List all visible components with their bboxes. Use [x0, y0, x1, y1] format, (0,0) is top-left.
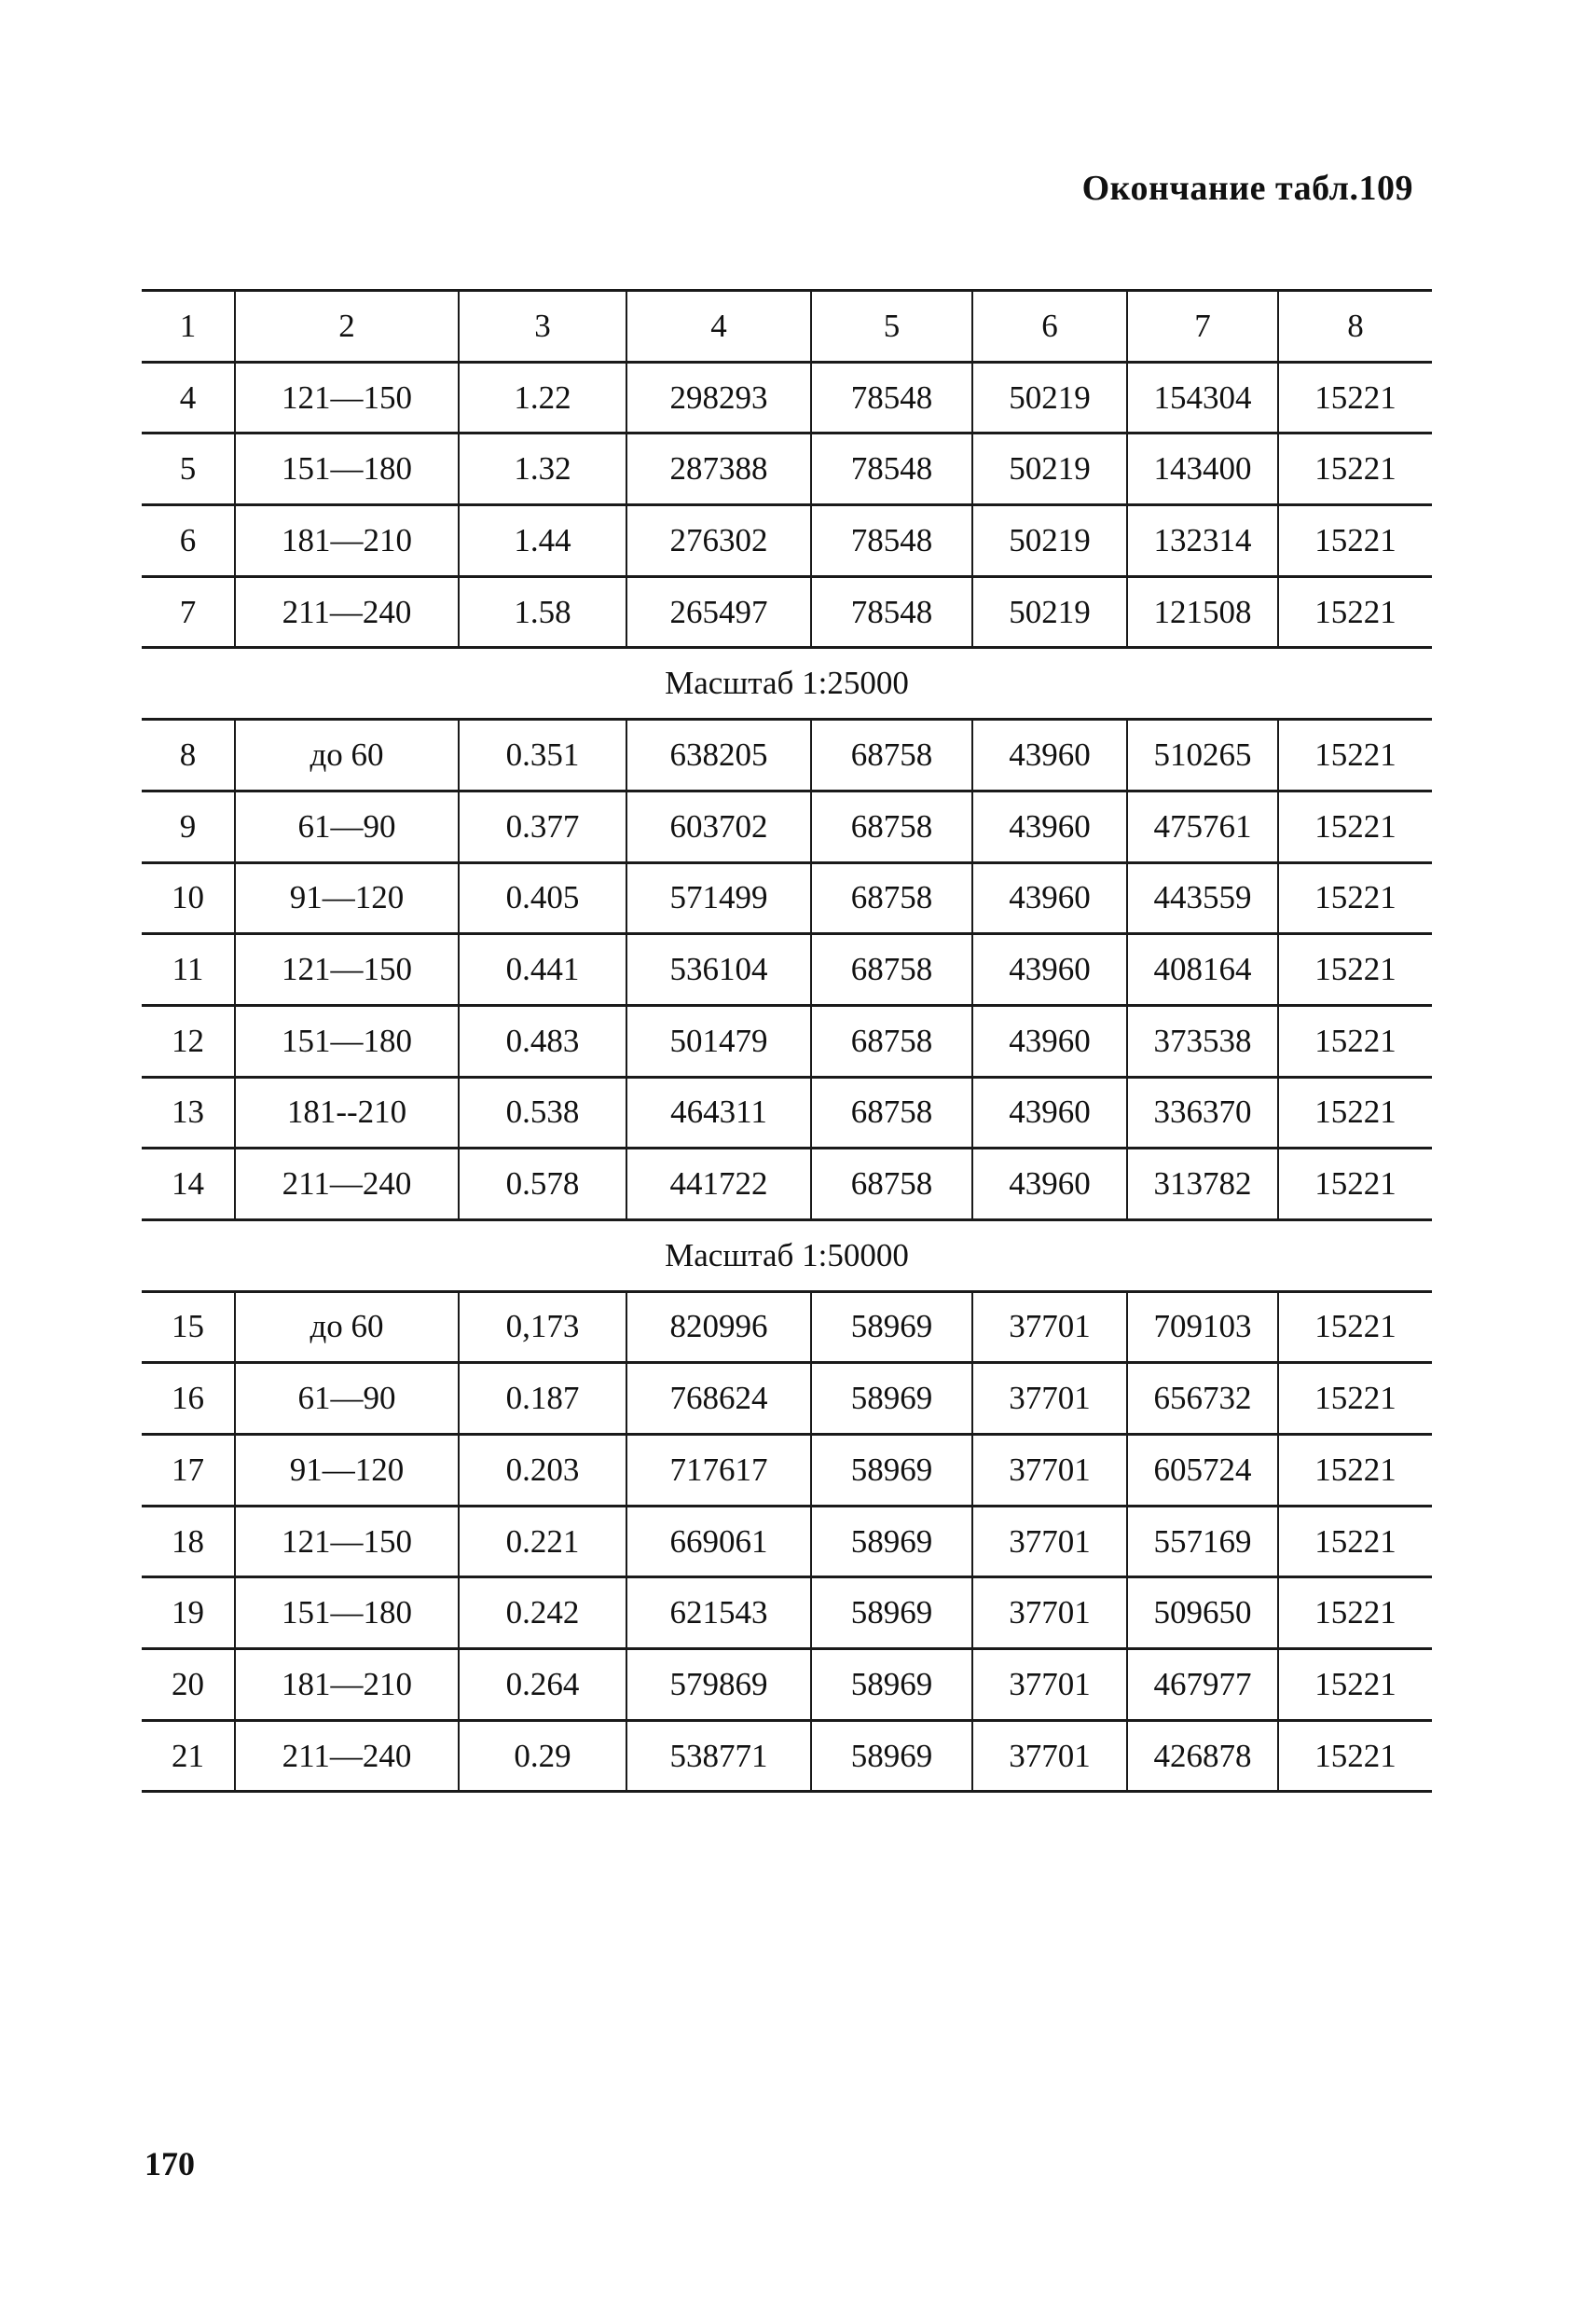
table-cell-col-7: 408164 [1127, 934, 1278, 1006]
table-cell-col-4: 669061 [626, 1506, 811, 1577]
page-number: 170 [144, 2145, 195, 2182]
table-cell-col-6: 50219 [972, 362, 1127, 434]
section-row-scale-50000 [142, 1219, 1432, 1291]
table-cell-col-3: 0.441 [459, 934, 626, 1006]
table-cell-col-1: 8 [142, 720, 235, 791]
table-cell-col-5: 58969 [811, 1506, 972, 1577]
table-cell-col-4: 820996 [626, 1291, 811, 1363]
table-cell-col-7: 467977 [1127, 1649, 1278, 1721]
table-cell-col-6: 43960 [972, 1077, 1127, 1149]
table-cell-col-1: 12 [142, 1005, 235, 1077]
table-cell-col-1: 6 [142, 505, 235, 577]
table-cell-col-1: 11 [142, 934, 235, 1006]
table-cell-col-2: 181—210 [235, 1649, 459, 1721]
table-cell-col-6: 43960 [972, 791, 1127, 862]
table-cell-col-8: 15221 [1278, 934, 1432, 1006]
table-cell-col-6: 37701 [972, 1577, 1127, 1649]
table-cell-col-5: 58969 [811, 1649, 972, 1721]
table-row [142, 1005, 1432, 1077]
section-title: Масштаб 1:25000 [142, 648, 1432, 720]
table-cell-col-1: 7 [142, 576, 235, 648]
table-cell-col-3: 1.32 [459, 434, 626, 505]
table-body [142, 291, 1432, 1792]
table-cell-col-1: 9 [142, 791, 235, 862]
table-cell-col-1: 15 [142, 1291, 235, 1363]
table-cell-col-1: 13 [142, 1077, 235, 1149]
table-cell-col-7: 443559 [1127, 862, 1278, 934]
table-cell-col-7: 426878 [1127, 1720, 1278, 1792]
table-row [142, 362, 1432, 434]
table-row [142, 1577, 1432, 1649]
table-row [142, 1506, 1432, 1577]
table-cell-col-2: 61—90 [235, 1363, 459, 1435]
table-cell-col-2: 2 [235, 291, 459, 363]
table-cell-col-2: 211—240 [235, 1720, 459, 1792]
table-row [142, 1149, 1432, 1220]
table-cell-col-3: 0.483 [459, 1005, 626, 1077]
table-cell-col-3: 0.351 [459, 720, 626, 791]
table-cell-col-3: 0.264 [459, 1649, 626, 1721]
table-row [142, 1649, 1432, 1721]
table-cell-col-5: 58969 [811, 1577, 972, 1649]
table-cell-col-7: 132314 [1127, 505, 1278, 577]
table-cell-col-2: 181--210 [235, 1077, 459, 1149]
table-cell-col-4: 298293 [626, 362, 811, 434]
table-cell-col-5: 68758 [811, 862, 972, 934]
table-cell-col-2: 121—150 [235, 362, 459, 434]
table-row [142, 576, 1432, 648]
table-cell-col-3: 0.538 [459, 1077, 626, 1149]
table-cell-col-8: 8 [1278, 291, 1432, 363]
table-cell-col-6: 50219 [972, 505, 1127, 577]
table-row [142, 1291, 1432, 1363]
table-cell-col-4: 717617 [626, 1435, 811, 1507]
table-cell-col-6: 43960 [972, 720, 1127, 791]
table-cell-col-5: 78548 [811, 576, 972, 648]
table-cell-col-5: 58969 [811, 1291, 972, 1363]
table-cell-col-2: 181—210 [235, 505, 459, 577]
table-cell-col-6: 43960 [972, 1005, 1127, 1077]
table-cell-col-8: 15221 [1278, 1435, 1432, 1507]
table-cell-col-3: 1.22 [459, 362, 626, 434]
table-cell-col-1: 20 [142, 1649, 235, 1721]
table-cell-col-1: 19 [142, 1577, 235, 1649]
table-cell-col-2: 151—180 [235, 1577, 459, 1649]
table-cell-col-6: 50219 [972, 576, 1127, 648]
table-cell-col-2: 121—150 [235, 934, 459, 1006]
table-cell-col-6: 50219 [972, 434, 1127, 505]
table-cell-col-4: 441722 [626, 1149, 811, 1220]
table-cell-col-2: 151—180 [235, 434, 459, 505]
table-row [142, 862, 1432, 934]
table-cell-col-7: 373538 [1127, 1005, 1278, 1077]
table-cell-col-6: 37701 [972, 1506, 1127, 1577]
table-cell-col-8: 15221 [1278, 1720, 1432, 1792]
table-cell-col-1: 5 [142, 434, 235, 505]
table-row [142, 720, 1432, 791]
table-cell-col-6: 37701 [972, 1291, 1127, 1363]
table-cell-col-8: 15221 [1278, 791, 1432, 862]
table-cell-col-6: 37701 [972, 1649, 1127, 1721]
table-cell-col-5: 68758 [811, 934, 972, 1006]
table-cell-col-7: 336370 [1127, 1077, 1278, 1149]
table-cell-col-1: 18 [142, 1506, 235, 1577]
table-cell-col-3: 1.44 [459, 505, 626, 577]
table-cell-col-2: 211—240 [235, 576, 459, 648]
table-cell-col-4: 579869 [626, 1649, 811, 1721]
table-cell-col-5: 68758 [811, 1005, 972, 1077]
table-cell-col-1: 14 [142, 1149, 235, 1220]
table-cell-col-6: 43960 [972, 934, 1127, 1006]
table-cell-col-7: 509650 [1127, 1577, 1278, 1649]
table-cell-col-1: 1 [142, 291, 235, 363]
table-cell-col-5: 68758 [811, 1077, 972, 1149]
table-cell-col-2: 61—90 [235, 791, 459, 862]
table-cell-col-3: 0.377 [459, 791, 626, 862]
table-cell-col-3: 0.187 [459, 1363, 626, 1435]
table-cell-col-3: 0.242 [459, 1577, 626, 1649]
table-cell-col-4: 571499 [626, 862, 811, 934]
table-row [142, 1363, 1432, 1435]
table-cell-col-2: до 60 [235, 1291, 459, 1363]
table-cell-col-1: 16 [142, 1363, 235, 1435]
table-cell-col-8: 15221 [1278, 1291, 1432, 1363]
table-row [142, 934, 1432, 1006]
table-cell-col-2: 211—240 [235, 1149, 459, 1220]
table-cell-col-6: 37701 [972, 1435, 1127, 1507]
table-cell-col-3: 0.203 [459, 1435, 626, 1507]
table-header-row [142, 291, 1432, 363]
table-cell-col-4: 536104 [626, 934, 811, 1006]
table-cell-col-3: 0.405 [459, 862, 626, 934]
table-cell-col-1: 4 [142, 362, 235, 434]
table-cell-col-4: 638205 [626, 720, 811, 791]
table-cell-col-8: 15221 [1278, 1077, 1432, 1149]
table-cell-col-8: 15221 [1278, 720, 1432, 791]
table-cell-col-6: 37701 [972, 1363, 1127, 1435]
table-cell-col-8: 15221 [1278, 1005, 1432, 1077]
table-cell-col-5: 68758 [811, 720, 972, 791]
table-cell-col-7: 7 [1127, 291, 1278, 363]
table-cell-col-1: 10 [142, 862, 235, 934]
table-cell-col-7: 656732 [1127, 1363, 1278, 1435]
table-cell-col-3: 0.578 [459, 1149, 626, 1220]
table-cell-col-7: 143400 [1127, 434, 1278, 505]
table-cell-col-4: 768624 [626, 1363, 811, 1435]
table-cell-col-7: 605724 [1127, 1435, 1278, 1507]
table-cell-col-4: 501479 [626, 1005, 811, 1077]
table-cell-col-3: 0.29 [459, 1720, 626, 1792]
table-cell-col-3: 0.221 [459, 1506, 626, 1577]
table-row [142, 1435, 1432, 1507]
table-cell-col-7: 557169 [1127, 1506, 1278, 1577]
table-cell-col-1: 21 [142, 1720, 235, 1792]
section-title: Масштаб 1:50000 [142, 1219, 1432, 1291]
table-cell-col-8: 15221 [1278, 576, 1432, 648]
table-cell-col-3: 1.58 [459, 576, 626, 648]
table-cell-col-5: 78548 [811, 434, 972, 505]
table-cell-col-4: 265497 [626, 576, 811, 648]
table-caption: Окончание табл.109 [1081, 169, 1413, 208]
table-cell-col-7: 121508 [1127, 576, 1278, 648]
data-table [142, 289, 1432, 1793]
table-cell-col-1: 17 [142, 1435, 235, 1507]
table-cell-col-6: 37701 [972, 1720, 1127, 1792]
table-cell-col-8: 15221 [1278, 505, 1432, 577]
table-cell-col-2: 91—120 [235, 1435, 459, 1507]
table-cell-col-6: 6 [972, 291, 1127, 363]
table-cell-col-7: 510265 [1127, 720, 1278, 791]
table-cell-col-4: 276302 [626, 505, 811, 577]
table-cell-col-7: 475761 [1127, 791, 1278, 862]
table-cell-col-8: 15221 [1278, 1149, 1432, 1220]
table-cell-col-7: 154304 [1127, 362, 1278, 434]
table-cell-col-5: 58969 [811, 1363, 972, 1435]
table-cell-col-4: 621543 [626, 1577, 811, 1649]
table-row [142, 434, 1432, 505]
table-cell-col-4: 464311 [626, 1077, 811, 1149]
table-cell-col-7: 709103 [1127, 1291, 1278, 1363]
table-row [142, 505, 1432, 577]
section-row-scale-25000 [142, 648, 1432, 720]
table-cell-col-4: 603702 [626, 791, 811, 862]
table-cell-col-8: 15221 [1278, 1649, 1432, 1721]
table-cell-col-5: 5 [811, 291, 972, 363]
table-cell-col-2: до 60 [235, 720, 459, 791]
table-cell-col-5: 78548 [811, 505, 972, 577]
table-cell-col-5: 58969 [811, 1720, 972, 1792]
table-cell-col-5: 58969 [811, 1435, 972, 1507]
table-cell-col-3: 3 [459, 291, 626, 363]
table-cell-col-4: 287388 [626, 434, 811, 505]
table-cell-col-8: 15221 [1278, 434, 1432, 505]
table-cell-col-6: 43960 [972, 1149, 1127, 1220]
table-cell-col-3: 0,173 [459, 1291, 626, 1363]
table-cell-col-2: 151—180 [235, 1005, 459, 1077]
table-cell-col-2: 91—120 [235, 862, 459, 934]
table-cell-col-5: 78548 [811, 362, 972, 434]
table-cell-col-8: 15221 [1278, 362, 1432, 434]
table-cell-col-6: 43960 [972, 862, 1127, 934]
table-row [142, 1077, 1432, 1149]
table-row [142, 1720, 1432, 1792]
table-cell-col-4: 538771 [626, 1720, 811, 1792]
table-cell-col-8: 15221 [1278, 1506, 1432, 1577]
table-cell-col-8: 15221 [1278, 862, 1432, 934]
table-cell-col-4: 4 [626, 291, 811, 363]
table-cell-col-8: 15221 [1278, 1363, 1432, 1435]
table-cell-col-8: 15221 [1278, 1577, 1432, 1649]
table-cell-col-5: 68758 [811, 791, 972, 862]
table-row [142, 791, 1432, 862]
table-cell-col-2: 121—150 [235, 1506, 459, 1577]
table-cell-col-5: 68758 [811, 1149, 972, 1220]
table-cell-col-7: 313782 [1127, 1149, 1278, 1220]
